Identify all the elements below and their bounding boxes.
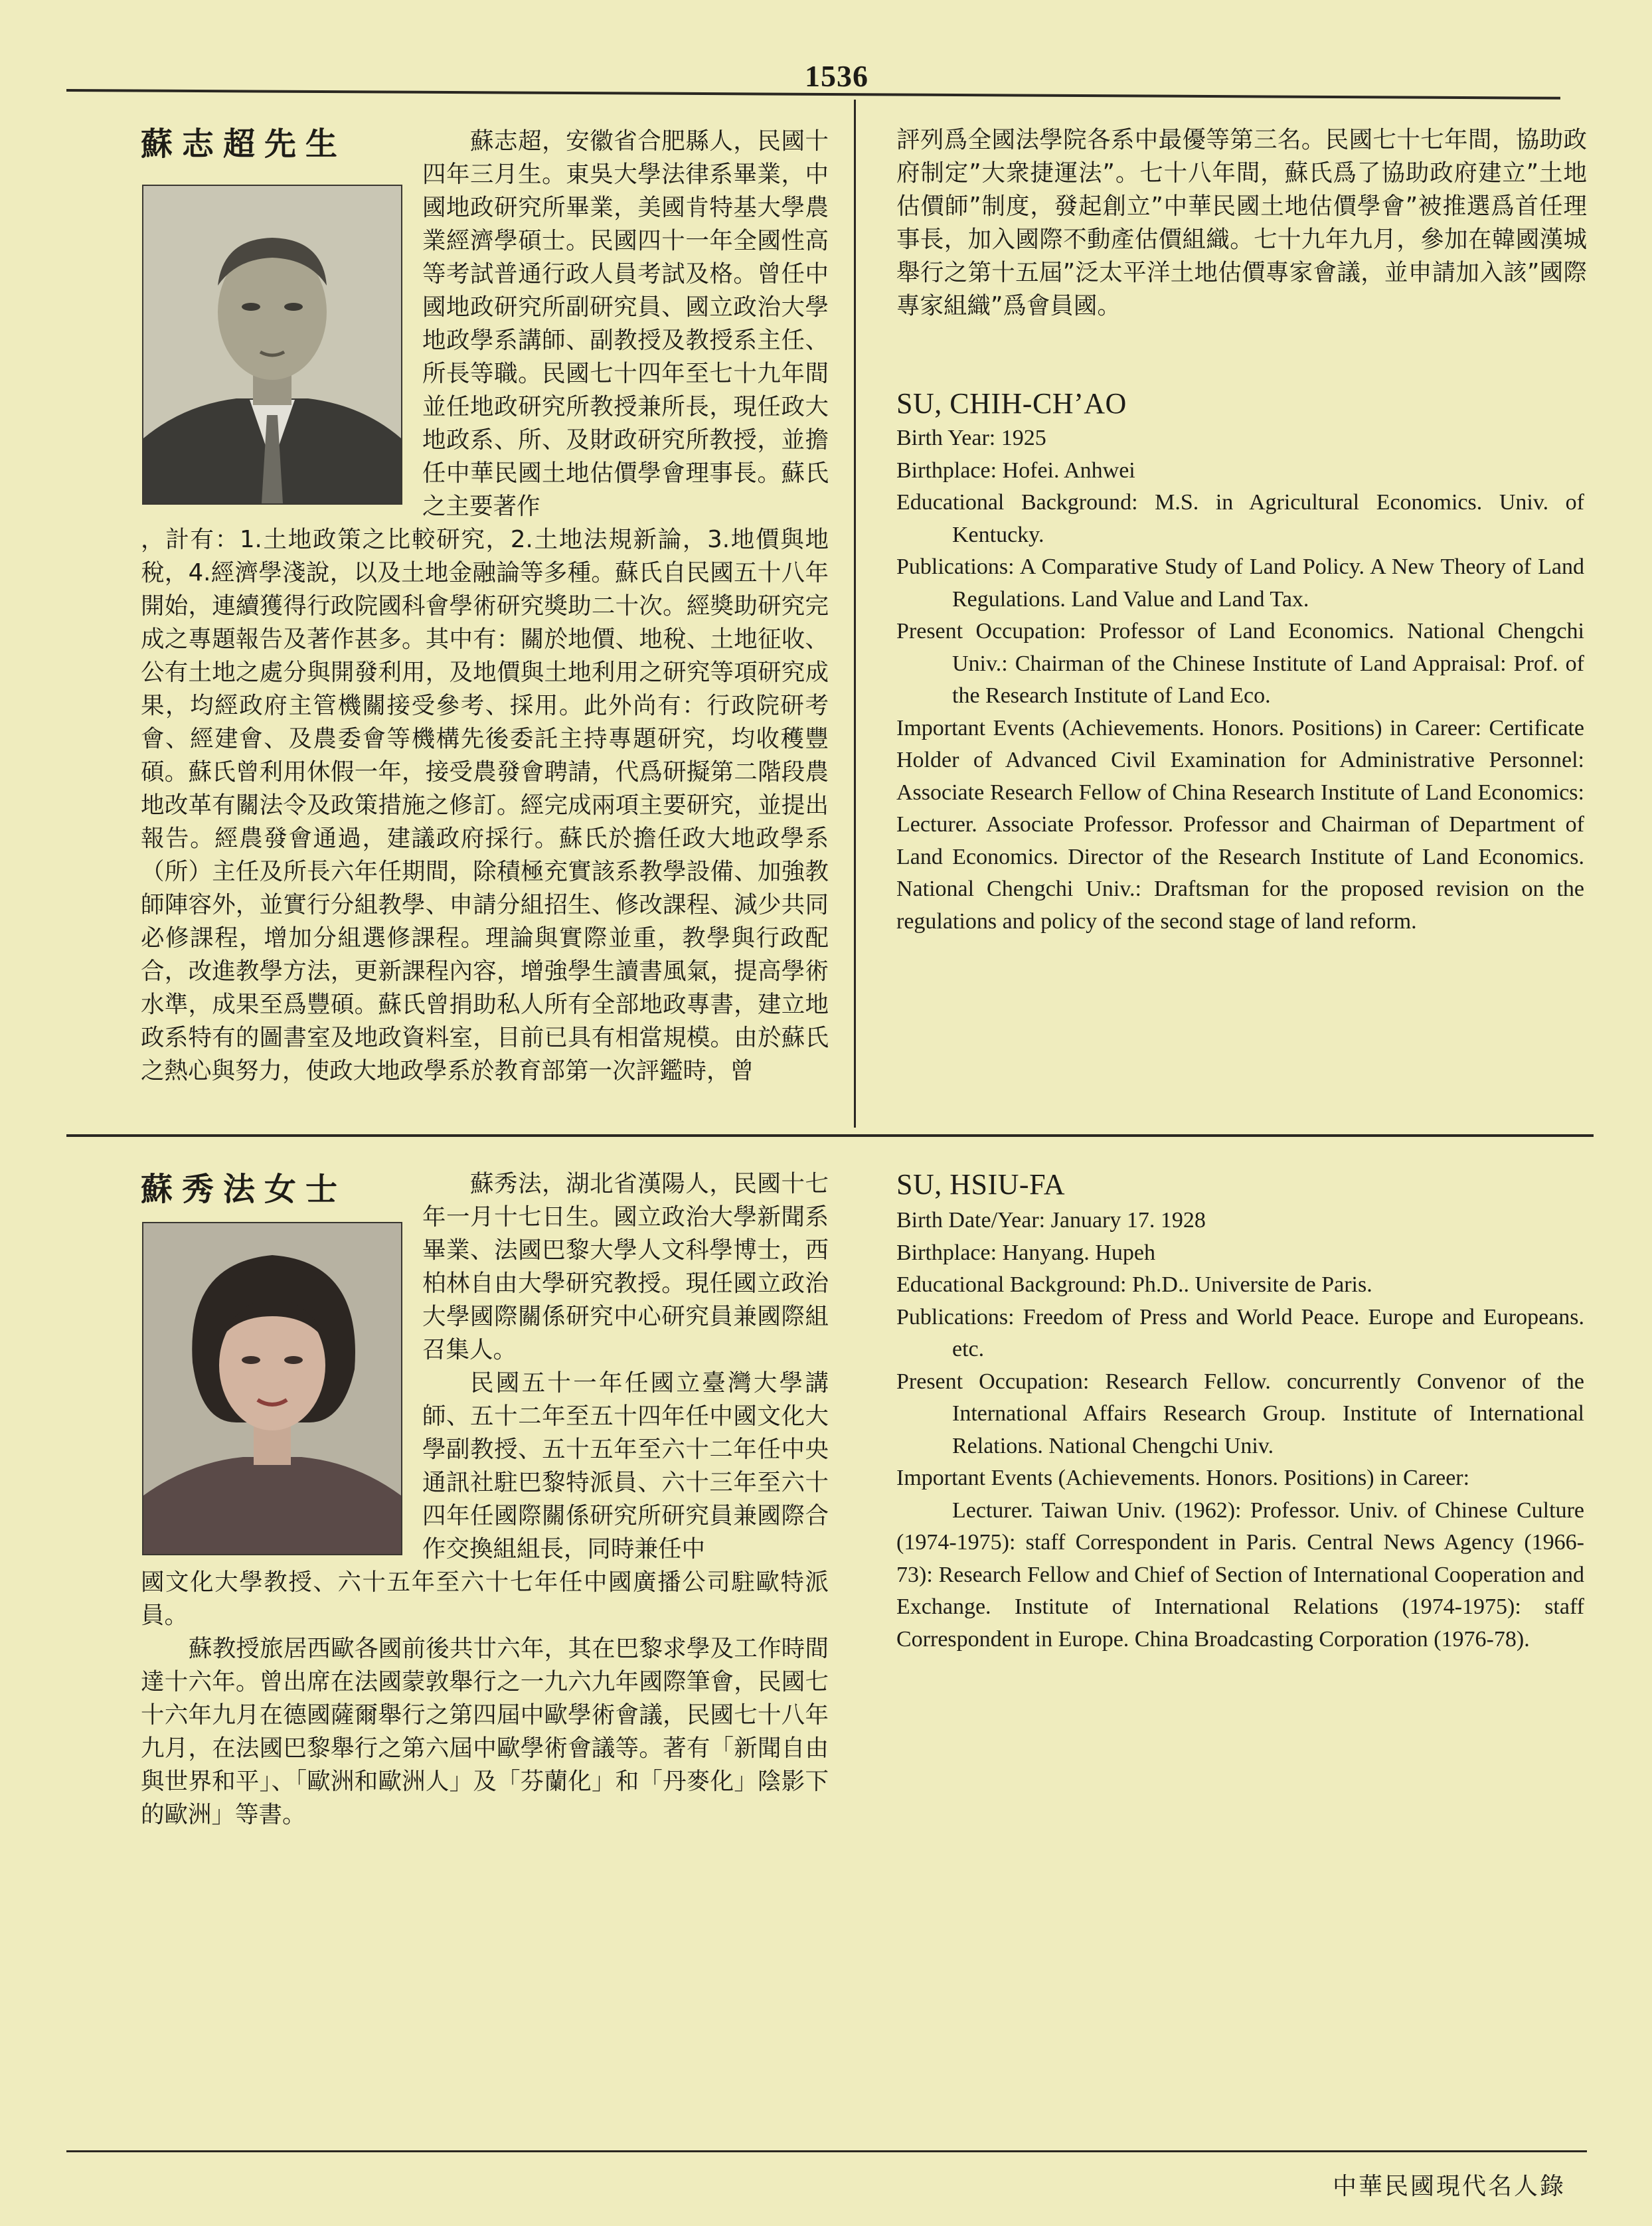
entry1-portrait-photo — [142, 185, 402, 505]
entry2-bio-zh-full: 國文化大學教授、六十五年至六十七年任中國廣播公司駐歐特派員。 — [141, 1569, 829, 1629]
entry1-occupation-label: Present Occupation: — [896, 619, 1086, 643]
entry1-bio-zh-continued: 評列爲全國法學院各系中最優等第三名。民國七十七年間，協助政府制定”大衆捷運法”。七十八年間，蘇氏爲了協助政府建立”土地估價師”制度，發起創立”中華民國土地估價學會”被推選爲首任理事長，加入國際不動產估價組織。七十九年九月，參加在韓國漢城舉行之第十五屆”泛太平洋土地估價專家會議，並申請加入該”國際專家組織”爲會員國。 — [896, 126, 1587, 319]
page-number: 1536 — [805, 59, 868, 93]
middle-rule — [66, 1134, 1594, 1137]
entry2-events-label: Important Events (Achievements. Honors. Positions) in Career: — [896, 1466, 1470, 1490]
entry1-bio-zh-side: 蘇志超，安徽省合肥縣人，民國十四年三月生。東吳大學法律系畢業，中國地政研究所畢業，美國肯特基大學農業經濟學碩士。民國四十一年全國性高等考試普通行政人員考試及格。曾任中國地政研究所副研究員、國立政治大學地政學系講師、副教授及教授系主任、所長等職。民國七十四年至七十九年間並任地政研究所教授兼所長，現任政大地政系、所、及財政研究所教授，並擔任中華民國土地估價學會理事長。蘇氏之主要著作 — [422, 128, 829, 520]
entry1-bio-zh-full: ，計有：1.土地政策之比較研究，2.土地法規新論，3.地價與地稅，4.經濟學淺說，以及土地金融論等多種。蘇氏自民國五十八年開始，連續獲得行政院國科會學術研究獎助二十次。經獎助研究完成之專題報告及著作甚多。其中有：關於地價、地稅、土地征收、公有土地之處分與開發利用，及地價與土地利用之研究等項研究成果，均經政府主管機關接受參考、採用。此外尚有：行政院研考會、經建會、及農委會等機構先後委託主持專題研究，均收穫豐碩。蘇氏曾利用休假一年，接受農發會聘請，代爲研擬第二階段農地改革有關法令及政策措施之修訂。經完成兩項主要研究，並提出報告。經農發會通過，建議政府採行。蘇氏於擔任政大地政學系（所）主任及所長六年任期間，除積極充實該系教學設備、加強教師陣容外，並實行分組教學、申請分組招生、修改課程、減少共同必修課程，增加分組選修課程。理論與實際並重，教學與行政配合，改進教學方法，更新課程內容，增強學生讀書風氣，提高學術水準，成果至爲豐碩。蘇氏曾捐助私人所有全部地政專書，建立地政系特有的圖書室及地政資料室，目前已具有相當規模。由於蘇氏之熱心與努力，使政大地政學系於教育部第一次評鑑時，曾 — [141, 526, 829, 1084]
entry1-details-en — [896, 422, 1584, 938]
entry2-birth-label: Birth Date/Year: — [896, 1208, 1046, 1233]
entry1-events-value: Certificate Holder of Advanced Civil Examination for Administrative Personnel: Associate Research Fellow of China Research Institute of Land Economics: Lecturer. Associate Professor. Professor and Chairman of Department of Land Economics. Director of the Research Institute of Land Economics. National Chengchi Univ.: Draftsman for the proposed revision on the regulations and policy of the second stage of land reform. — [896, 715, 1584, 934]
entry1-publications-value: A Comparative Study of Land Policy. A New Theory of Land Regulations. Land Value and Land Tax. — [952, 555, 1585, 612]
entry1-publications-row — [896, 551, 1584, 616]
entry2-education-label: Educational Background: — [896, 1272, 1127, 1297]
entry2-publications-value: Freedom of Press and World Peace. Europe and Europeans. etc. — [952, 1304, 1584, 1361]
entry2-birthplace-row — [896, 1237, 1584, 1270]
entry1-occupation-row — [896, 616, 1584, 713]
entry1-birth-label: Birth Year: — [896, 426, 996, 450]
entry2-birthplace-value: Hanyang. Hupeh — [1002, 1240, 1155, 1265]
entry2-education-value: Ph.D.. Universite de Paris. — [1132, 1272, 1372, 1297]
entry1-name-zh: 蘇志超先生 — [141, 126, 347, 163]
entry1-publications-label: Publications: — [896, 555, 1015, 579]
entry2-details-en — [896, 1205, 1584, 1656]
entry1-occupation-value: Professor of Land Economics. National Chengchi Univ.: Chairman of the Chinese Institute of Land Appraisal: Prof. of the Research Institute of Land Eco. — [952, 619, 1584, 708]
entry2-publications-label: Publications: — [896, 1304, 1015, 1329]
entry2-birth-value: January 17. 1928 — [1050, 1208, 1206, 1233]
entry2-occupation-row — [896, 1366, 1584, 1463]
entry1-column-divider — [854, 100, 856, 1128]
entry1-birth-row — [896, 422, 1584, 455]
entry2-publications-row — [896, 1302, 1584, 1366]
entry2-events-value: Lecturer. Taiwan Univ. (1962): Professor. Univ. of Chinese Culture (1974-1975): staff Correspondent in Paris. Central News Agency (1966-73): Research Fellow and Chief of Section of International Cooperation and Exchange. Institute of International Relations (1974-1975): staff Correspondent in Europe. China Broadcasting Corporation (1976-78). — [896, 1498, 1584, 1652]
entry1-events-label: Important Events (Achievements. Honors. Positions) in Career: — [896, 715, 1482, 740]
entry2-name-zh: 蘇秀法女士 — [141, 1171, 347, 1208]
entry1-birth-value: 1925 — [1001, 426, 1046, 450]
entry1-birthplace-value: Hofei. Anhwei — [1002, 458, 1135, 483]
entry1-birthplace-row — [896, 455, 1584, 487]
entry1-education-label: Educational Background: — [896, 490, 1138, 515]
entry2-occupation-value: Research Fellow. concurrently Convenor of the International Affairs Research Group. Institute of International Relations. National Chengchi Univ. — [952, 1369, 1585, 1458]
entry2-portrait-photo — [142, 1222, 402, 1555]
entry1-events-row — [896, 713, 1584, 938]
entry2-bio-zh-side2: 民國五十一年任國立臺灣大學講師、五十二年至五十四年任中國文化大學副教授、五十五年至六十二年任中央通訊社駐巴黎特派員、六十三年至六十四年任國際關係研究所研究員兼國際合作交換組組長，同時兼任中 — [422, 1369, 829, 1563]
entry2-bio-zh-side: 蘇秀法，湖北省漢陽人，民國十七年一月十七日生。國立政治大學新聞系畢業、法國巴黎大學人文科學博士，西柏林自由大學研究教授。現任國立政治大學國際關係研究中心研究員兼國際組召集人。 — [422, 1170, 829, 1363]
entry1-portrait-figure — [143, 186, 401, 503]
entry2-name-en: SU, HSIU-FA — [896, 1168, 1066, 1201]
entry2-bio-zh-full2: 蘇教授旅居西歐各國前後共廿六年，其在巴黎求學及工作時間達十六年。曾出席在法國蒙敦舉行之一九六九年國際筆會，民國七十六年九月在德國薩爾舉行之第四屆中歐學術會議，民國七十八年九月，在法國巴黎舉行之第六屆中歐學術會議等。著有「新聞自由與世界和平」、「歐洲和歐洲人」及「芬蘭化」和「丹麥化」陰影下的歐洲」等書。 — [141, 1635, 829, 1828]
entry1-education-row — [896, 487, 1584, 551]
entry2-birthplace-label: Birthplace: — [896, 1240, 997, 1265]
entry1-education-value: M.S. in Agricultural Economics. Univ. of Kentucky. — [952, 490, 1584, 547]
entry2-education-row — [896, 1269, 1584, 1302]
entry2-portrait-figure — [143, 1223, 401, 1554]
entry1-name-en: SU, CHIH-CH’AO — [896, 387, 1127, 420]
entry2-occupation-label: Present Occupation: — [896, 1369, 1090, 1394]
entry2-birth-row — [896, 1205, 1584, 1237]
bottom-rule — [66, 2150, 1587, 2152]
entry1-birthplace-label: Birthplace: — [896, 458, 997, 483]
footer-title: 中華民國現代名人錄 — [1332, 2173, 1566, 2200]
